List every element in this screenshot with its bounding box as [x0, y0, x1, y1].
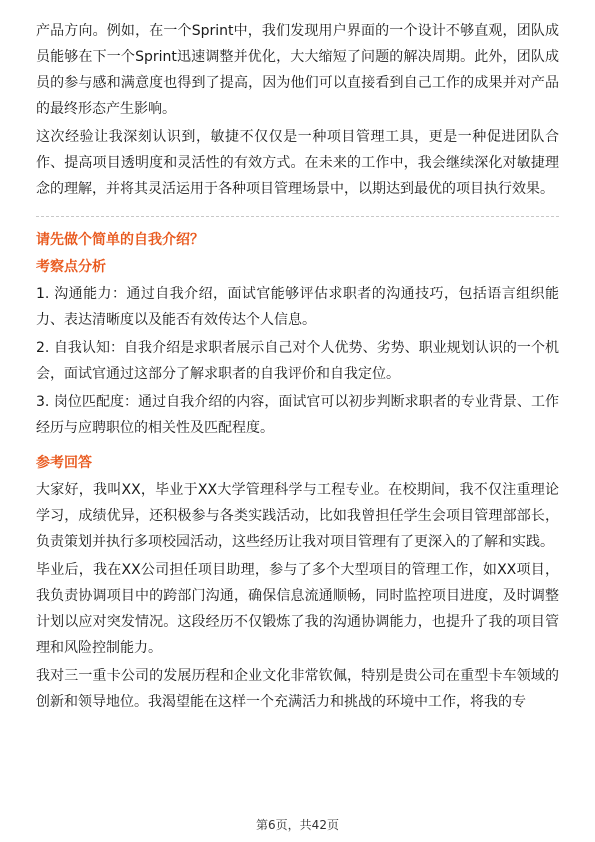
- page-footer: 第6页，共42页: [256, 818, 339, 832]
- document-page: [36, 18, 559, 717]
- analysis-point: 2. 自我认知：自我介绍是求职者展示自己对个人优势、劣势、职业规划认识的一个机会，面试官通过这部分了解求职者的自我评价和自我定位。: [36, 340, 559, 382]
- analysis-point: 1. 沟通能力：通过自我介绍，面试官能够评估求职者的沟通技巧，包括语言组织能力、表达清晰度以及能否有效传达个人信息。: [36, 286, 559, 328]
- answer-paragraph: 我对三一重卡公司的发展历程和企业文化非常钦佩，特别是贵公司在重型卡车领域的创新和领导地位。我渴望能在这样一个充满活力和挑战的环境中工作，将我的专: [36, 668, 559, 710]
- analysis-title: 考察点分析: [36, 259, 106, 275]
- answer-title: 参考回答: [36, 455, 92, 471]
- question-heading: 请先做个简单的自我介绍？: [36, 232, 204, 248]
- analysis-point: 3. 岗位匹配度：通过自我介绍的内容，面试官可以初步判断求职者的专业背景、工作经历与应聘职位的相关性及匹配程度。: [36, 394, 559, 436]
- intro-paragraph: 这次经验让我深刻认识到，敏捷不仅仅是一种项目管理工具，更是一种促进团队合作、提高项目透明度和灵活性的有效方式。在未来的工作中，我会继续深化对敏捷理念的理解，并将其灵活运用于各种项目管理场景中，以期达到最优的项目执行效果。: [36, 129, 559, 197]
- answer-paragraph: 毕业后，我在XX公司担任项目助理，参与了多个大型项目的管理工作，如XX项目，我负责协调项目中的跨部门沟通，确保信息流通顺畅，同时监控项目进度，及时调整计划以应对突发情况。这段经历不仅锻炼了我的沟通协调能力，也提升了我的项目管理和风险控制能力。: [36, 562, 559, 656]
- section-divider: [36, 216, 559, 217]
- intro-paragraph: 产品方向。例如，在一个Sprint中，我们发现用户界面的一个设计不够直观，团队成员能够在下一个Sprint迅速调整并优化，大大缩短了问题的解决周期。此外，团队成员的参与感和满意度也得到了提高，因为他们可以直接看到自己工作的成果并对产品的最终形态产生影响。: [36, 23, 559, 117]
- answer-paragraph: 大家好，我叫XX，毕业于XX大学管理科学与工程专业。在校期间，我不仅注重理论学习，成绩优异，还积极参与各类实践活动，比如我曾担任学生会项目管理部部长，负责策划并执行多项校园活动，这些经历让我对项目管理有了更深入的了解和实践。: [36, 482, 559, 550]
